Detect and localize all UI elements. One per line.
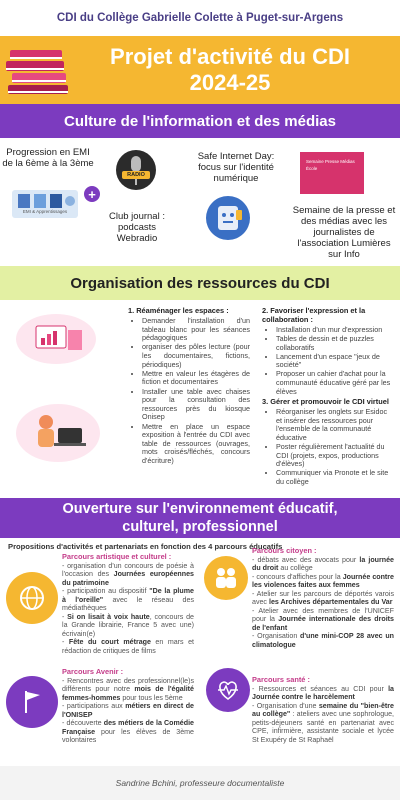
press-week-logo: [300, 152, 364, 194]
globe-icon: [6, 572, 58, 624]
list-item: • Communiquer via Pronote et le site du collège: [276, 469, 394, 486]
flag-icon: [6, 676, 58, 728]
list-item: • Tables de dessin et de puzzles collaboratifs: [276, 335, 394, 352]
laptop-person-illustration: [16, 404, 100, 462]
radio-caption: RADIO: [127, 172, 145, 178]
hero-banner: [0, 36, 400, 104]
section-resources-band: [0, 266, 400, 300]
cdi-virtuel-heading: 3. Gérer et promouvoir le CDI virtuel: [262, 397, 389, 406]
press-week-label: Semaine de la presse et des médias avec les journalistes de l'association Lumières sur Info: [292, 205, 396, 260]
press-week-caption: Semaine Presse Médias École: [306, 159, 355, 171]
list-item: • Mettre en valeur les étagères de fiction et documentaires: [142, 370, 250, 387]
list-item: - concours d'affiches pour la Journée contre les violences faites aux femmes: [252, 572, 395, 590]
expression-column: [262, 307, 394, 397]
list-item: - Organisation d'une semaine du "bien-être au collège" : ateliers avec une sophrologue, petits-déjeuners santé en partenariat avec CPE, infirmière, assistante sociale et lycée St Exupéry de St Raphaël: [252, 701, 394, 744]
list-item: - organisation d'un concours de poésie à l'occasion des Journées européennes du patrimoine: [62, 561, 194, 587]
emi-thumbnail: [12, 190, 78, 218]
people-icon: [204, 556, 248, 600]
section-culture-title: Culture de l'information et des médias: [64, 112, 336, 130]
list-item: - Fête du court métrage en mars et rédaction de critiques de films: [62, 638, 194, 655]
parcours-avenir-title: Parcours Avenir :: [62, 667, 124, 676]
list-item: - Atelier sur les parcours de déportés varois avec les Archives départementales du Var: [252, 589, 394, 607]
shelves-illustration: [16, 314, 96, 364]
list-item: • Installer une table avec chaises pour la consultation des ressources près du kiosque Onisep: [142, 388, 250, 423]
list-item: - Rencontres avec des professionnel(le)s différents pour notre mois de l'égalité femmes-hommes pour tous les 5ème: [62, 676, 194, 702]
section-ouverture-title-2: culturel, professionnel: [122, 519, 278, 535]
robot-tablet-icon: [206, 196, 250, 240]
list-item: - découverte des métiers de la Comédie Française pour les élèves de 3ème volontaires: [62, 719, 195, 745]
cdi-virtuel-column: [262, 398, 394, 487]
list-item: - Organisation d'une mini-COP 28 avec un climatologue: [252, 632, 394, 649]
section-ouverture-title-1: Ouverture sur l'environnement éducatif,: [62, 501, 338, 517]
section-ouverture-band: [0, 498, 400, 538]
list-item: - participations aux métiers en direct de l'ONISEP: [62, 702, 195, 719]
expression-heading: 2. Favoriser l'expression et la collaboration :: [262, 306, 366, 324]
club-journal-label: Club journal : podcasts Webradio: [109, 211, 165, 244]
list-item: • Proposer un cahier d'achat pour la communauté éducative géré par les élèves: [276, 370, 394, 396]
books-icon: [4, 42, 74, 98]
hero-year: 2024-25: [189, 70, 271, 95]
list-item: • organiser des pôles lecture (pour les documentaires, fictions, périodiques): [142, 343, 250, 369]
list-item: • Installation d'un mur d'expression: [276, 326, 394, 335]
list-item: - Ressources et séances au CDI pour la Journée contre le harcèlement: [252, 684, 394, 702]
emi-thumbnail-caption: EMI & Apprentissages: [22, 209, 68, 214]
parcours-sante-title: Parcours santé :: [252, 675, 310, 684]
parcours-intro: Propositions d'activités et partenariats en fonction des 4 parcours éducatifs: [8, 542, 283, 551]
list-item: - débats avec des avocats pour la journée du droit au collège: [252, 555, 394, 573]
list-item: - Si on lisait à voix haute, concours de la Grande librairie, France 5 avec une) écrivain(e): [62, 612, 194, 638]
parcours-sante: [252, 676, 394, 744]
safe-internet-label: Safe Internet Day: focus sur l'identité numérique: [197, 151, 275, 184]
signature: Sandrine Bchini, professeure documentaliste: [115, 778, 285, 788]
plus-icon: +: [84, 186, 100, 202]
header-bar: [0, 0, 400, 36]
list-item: - participation au dispositif "De la plume à l'oreille" avec le réseau des médiathèques: [62, 587, 194, 613]
heart-pulse-icon: [206, 668, 250, 712]
list-item: • Réorganiser les onglets sur Esidoc et insérer des ressources pour l'ensemble de la communauté éducative: [276, 408, 394, 443]
parcours-artistique: [62, 553, 194, 655]
section-resources-title: Organisation des ressources du CDI: [70, 274, 330, 292]
list-item: • Demander l'installation d'un tableau blanc pour les séances pédagogiques: [142, 317, 250, 343]
parcours-citoyen: [252, 547, 394, 649]
parcours-citoyen-title: Parcours citoyen :: [252, 546, 317, 555]
parcours-avenir: [62, 668, 194, 745]
parcours-artistique-title: Parcours artistique et culturel :: [62, 552, 172, 561]
list-item: • Poster régulièrement l'actualité du CDI (projets, expos, productions d'élèves): [276, 443, 394, 469]
hero-title: Projet d'activité du CDI: [110, 44, 350, 69]
list-item: • Mettre en place un espace exposition à l'entrée du CDI avec table de ressources (ouvrages, mots croisés/fléchés, concours d'écriture): [142, 423, 250, 466]
radio-microphone-icon: [116, 150, 156, 190]
reamenager-heading: 1. Réaménager les espaces :: [128, 306, 229, 315]
list-item: - Atelier avec des membres de l'UNICEF pour la Journée internationale des droits de l'enfant: [252, 606, 394, 632]
emi-progression-label: Progression en EMI de la 6ème à la 3ème: [2, 147, 94, 169]
list-item: • Lancement d'un espace "jeux de société": [276, 353, 394, 370]
footer: [0, 766, 400, 800]
section-culture-band: [0, 104, 400, 138]
org-title: CDI du Collège Gabrielle Colette à Puget-sur-Argens: [56, 12, 344, 24]
reamenager-column: [128, 307, 250, 466]
